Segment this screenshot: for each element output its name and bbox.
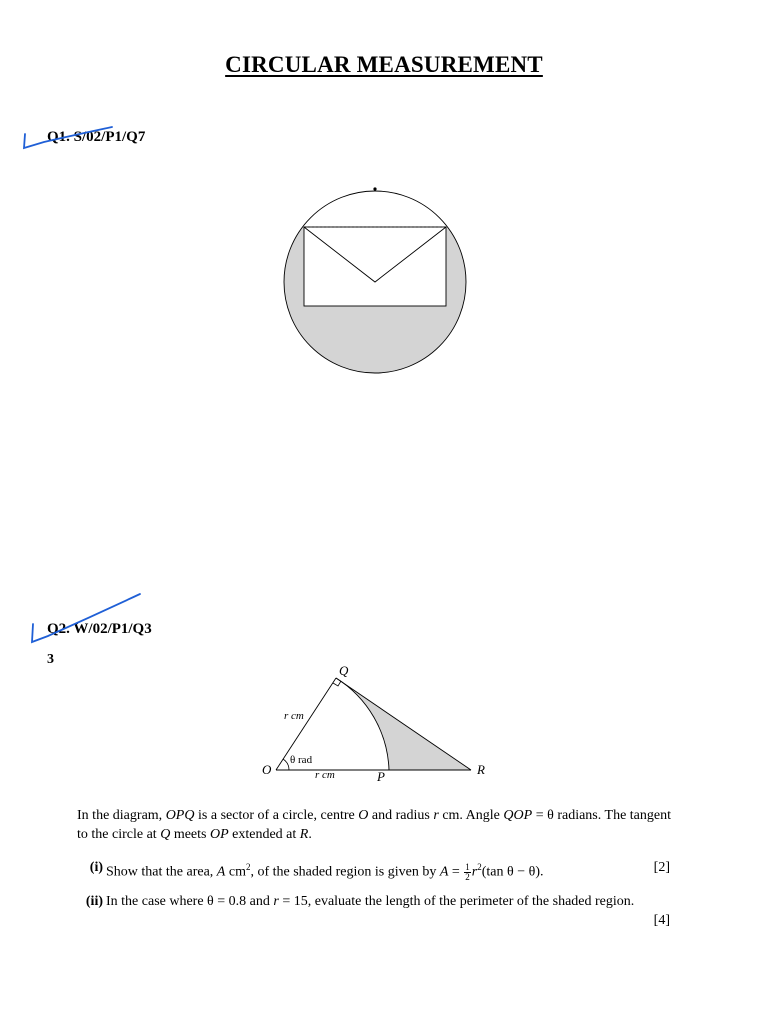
q2-part-ii <box>77 892 670 932</box>
part-sup: 2 <box>245 862 251 872</box>
fraction-numerator: 1 <box>465 861 470 872</box>
part-ii-marks: [4] <box>653 913 670 928</box>
q2-label-Q: Q <box>339 663 349 678</box>
q1-heading: Q1. S/02/P1/Q7 <box>47 129 146 145</box>
part-var: r <box>471 864 478 880</box>
q2-label-r-base: r cm <box>315 769 335 781</box>
q2-heading: Q2. W/02/P1/Q3 <box>47 621 152 637</box>
q1-top-point <box>373 187 376 190</box>
q2-number: 3 <box>47 652 54 667</box>
part-text: (tan θ − θ). <box>481 864 544 880</box>
part-var: r <box>273 894 279 909</box>
part-text: Show that the area, <box>106 864 217 880</box>
part-text: In the case where θ = 0.8 and <box>106 894 274 909</box>
q2-part-i <box>77 858 670 880</box>
q1-envelope-rect <box>304 227 446 306</box>
page-title-wrap <box>0 52 768 78</box>
intro-text: and radius <box>368 808 434 823</box>
q1-envelope-diagram <box>275 180 475 410</box>
q2-angle-arc <box>283 759 289 770</box>
intro-var: OPQ <box>165 808 195 823</box>
intro-var: O <box>358 808 369 823</box>
q2-sector-diagram <box>255 662 495 787</box>
part-text: = <box>448 864 464 880</box>
intro-text: extended at <box>228 827 300 842</box>
part-text: , of the shaded region is given by <box>250 864 440 880</box>
q2-label-P: P <box>377 769 385 784</box>
intro-var: QOP <box>503 808 533 823</box>
intro-text: meets <box>170 827 210 842</box>
part-i-marks: [2] <box>653 860 670 875</box>
intro-text: cm. Angle <box>438 808 504 823</box>
intro-var: OP <box>209 827 229 842</box>
part-sup: 2 <box>477 862 482 872</box>
intro-var: r <box>433 808 439 823</box>
part-var: A <box>216 864 226 880</box>
intro-text: In the diagram, <box>77 808 166 823</box>
intro-text: = θ radians. The tangent to the circle at <box>77 808 671 842</box>
part-i-label: (i) <box>89 860 103 875</box>
q2-right-angle-mark <box>333 681 341 686</box>
intro-text: is a sector of a circle, centre <box>194 808 359 823</box>
half-fraction <box>464 863 471 882</box>
part-ii-label: (ii) <box>85 894 103 909</box>
fraction-denominator: 2 <box>465 871 470 882</box>
part-text: = 15, evaluate the length of the perimeter of the shaded region. <box>278 894 635 909</box>
intro-var: R <box>299 827 309 842</box>
q2-label-r-side: r cm <box>284 710 304 722</box>
part-i-text <box>106 858 670 882</box>
part-var: A <box>439 864 449 880</box>
page-title: CIRCULAR MEASUREMENT <box>225 52 543 77</box>
intro-var: Q <box>160 827 171 842</box>
q2-label-R: R <box>477 762 485 777</box>
q2-label-theta: θ rad <box>290 754 313 766</box>
part-text: cm <box>225 864 246 880</box>
intro-text: . <box>308 827 312 842</box>
part-ii-text <box>106 892 670 911</box>
q2-intro-paragraph <box>77 806 671 844</box>
q2-label-O: O <box>262 762 272 777</box>
